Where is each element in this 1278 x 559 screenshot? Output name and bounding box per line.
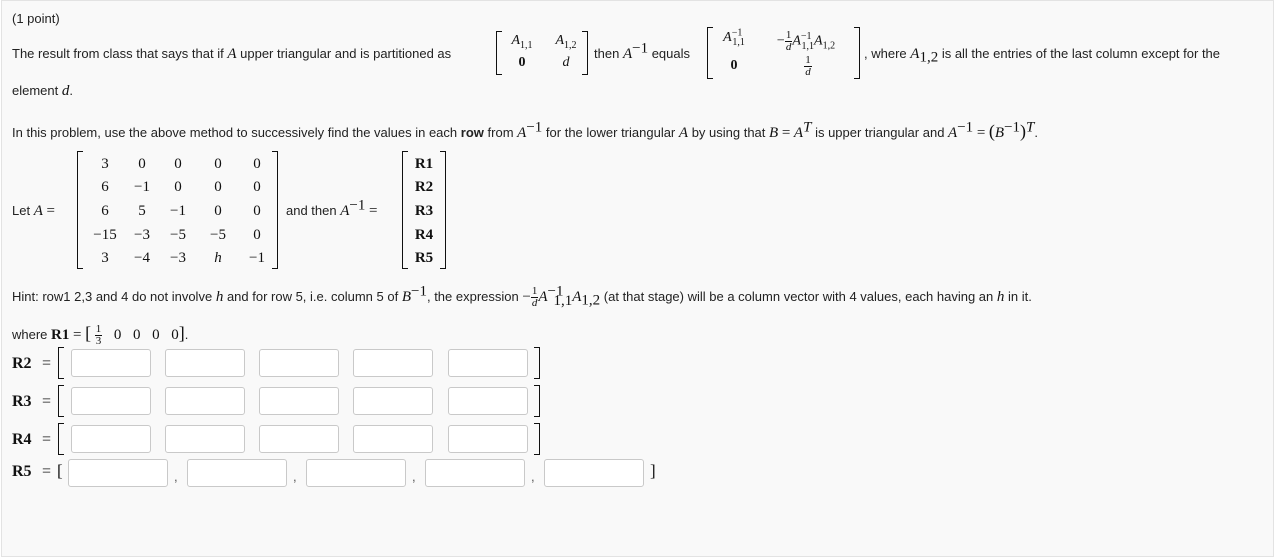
r5-entry-3[interactable] bbox=[306, 459, 406, 487]
matrix-a-cell: 3 bbox=[101, 250, 109, 266]
matrix-a-cell: 6 bbox=[101, 203, 109, 219]
matrix-a-cell: 0 bbox=[253, 227, 261, 243]
matrix-a-cell: −1 bbox=[134, 179, 150, 195]
r5-entry-1[interactable] bbox=[68, 459, 168, 487]
r5-entry-2[interactable] bbox=[187, 459, 287, 487]
problem-statement: In this problem, use the above method to successively find the values in each row from $A^{-1}$ for the lower triangular A by using that $B = A^T$ is upper triangular and $A^{-1} = (B^{-1})^T$. bbox=[12, 119, 1039, 141]
r3-entry-3[interactable] bbox=[259, 387, 339, 415]
r4-entry-1[interactable] bbox=[71, 425, 151, 453]
matrix-a-cell: −15 bbox=[93, 227, 117, 243]
matrix-a-cell: 0 bbox=[253, 156, 261, 172]
matrix-a-cell: −5 bbox=[170, 227, 186, 243]
matrix-a-cell: −1 bbox=[170, 203, 186, 219]
matrix-a-cell: 0 bbox=[214, 156, 222, 172]
inverse-row-matrix bbox=[406, 151, 442, 269]
inverse-row-label: R3 bbox=[414, 203, 434, 219]
matrix-a-cell: 5 bbox=[138, 203, 146, 219]
r3-entry-5[interactable] bbox=[448, 387, 528, 415]
intro-text-1: The result from class that says that if A upper triangular and is partitioned as bbox=[12, 46, 452, 62]
matrix-intro: Let A = bbox=[12, 203, 55, 219]
matrix-a-cell: 0 bbox=[138, 156, 146, 172]
intro-text-3: , where $A_{1,2}$ is all the entries of the last column except for the bbox=[864, 46, 1221, 66]
and-then-text: and then $A^{-1}$ = bbox=[286, 197, 378, 219]
matrix-a-cell: −5 bbox=[210, 227, 226, 243]
matrix-a-cell: h bbox=[214, 250, 222, 266]
matrix-a-cell: −1 bbox=[249, 250, 265, 266]
matrix-a-cell: 0 bbox=[174, 156, 182, 172]
r1-given: where R1 = [ $\frac{1}{3}$ 0 0 0 0]. bbox=[12, 323, 189, 348]
matrix-a-cell: 0 bbox=[253, 203, 261, 219]
matrix-a-cell: −3 bbox=[134, 227, 150, 243]
r3-entry-1[interactable] bbox=[71, 387, 151, 415]
inverse-row-label: R4 bbox=[414, 227, 434, 243]
matrix-a-cell: 0 bbox=[253, 179, 261, 195]
matrix-a-cell: 0 bbox=[214, 203, 222, 219]
intro-text-4: element d. bbox=[12, 83, 73, 99]
hint-text: Hint: row1 2,3 and 4 do not involve h and for row 5, i.e. column 5 of $B^{-1}$, the expression − $\frac{1}{d}$ $A^{-1}_{1,1}A_{1,2}$ (at that stage) will be a column vector with 4 values, each having an h in it. bbox=[12, 283, 1032, 309]
r2-entry-2[interactable] bbox=[165, 349, 245, 377]
r3-entry-4[interactable] bbox=[353, 387, 433, 415]
inverse-row-label: R1 bbox=[414, 156, 434, 172]
matrix-a-cell: −3 bbox=[170, 250, 186, 266]
inverse-row-label: R2 bbox=[414, 179, 434, 195]
r2-entry-4[interactable] bbox=[353, 349, 433, 377]
r3-entry-2[interactable] bbox=[165, 387, 245, 415]
r4-entry-2[interactable] bbox=[165, 425, 245, 453]
matrix-a-cell: 0 bbox=[214, 179, 222, 195]
r5-entry-4[interactable] bbox=[425, 459, 525, 487]
point-value: (1 point) bbox=[12, 11, 60, 26]
matrix-a-cell: 6 bbox=[101, 179, 109, 195]
inverse-row-label: R5 bbox=[414, 250, 434, 266]
r4-entry-4[interactable] bbox=[353, 425, 433, 453]
r2-entry-1[interactable] bbox=[71, 349, 151, 377]
r2-entry-5[interactable] bbox=[448, 349, 528, 377]
matrix-a-cell: 0 bbox=[174, 179, 182, 195]
r2-entry-3[interactable] bbox=[259, 349, 339, 377]
matrix-a-cell: −4 bbox=[134, 250, 150, 266]
matrix-a-cell: 3 bbox=[101, 156, 109, 172]
intro-text-2: then $A^{-1}$ equals bbox=[594, 40, 691, 62]
r4-entry-5[interactable] bbox=[448, 425, 528, 453]
r5-entry-5[interactable] bbox=[544, 459, 644, 487]
question-panel: (1 point) The result from class that says that if A upper triangular and is partitioned as $A_{1,1}$ $A_{1,2}$ 0 d then $A^{-1}$ equals $A^{-1}_{1,1}$ − $\frac{1}{d}$ $A^{-1}_{1,1}A_{1,2}$ 0 $\frac{1}{d}$ , where $A_{1,2}$ is all the entries of the last column except for the element d. In this problem, use the above method to successively find the values in each row from $A^{-1}$ for the lower triangular A by using that $B = A^T$ is upper triangular and $A^{-1} = (B^{-1})^T$. Let A = 3 0 0 0 0 6 −1 0 0 0 6 5 −1 0 0 −15 −3 −5 −5 0 3 −4 −3 h −1 and then $A^{-1}$ = R1 R2 R3 R4 R5 Hint: row1 2,3 and 4 do not involve h and for row 5, i.e. column 5 of $B^{-1}$, the expression − $\frac{1}{d}$ $A^{-1}_{1,1}A_{1,2}$ (at that stage) will be a column vector with 4 values, each having an h in it. where R1 = [ $\frac{1}{3}$ 0 0 0 0]. R2 = R3 = R4 = R5 = [ , , , , ] bbox=[1, 0, 1274, 557]
r4-entry-3[interactable] bbox=[259, 425, 339, 453]
